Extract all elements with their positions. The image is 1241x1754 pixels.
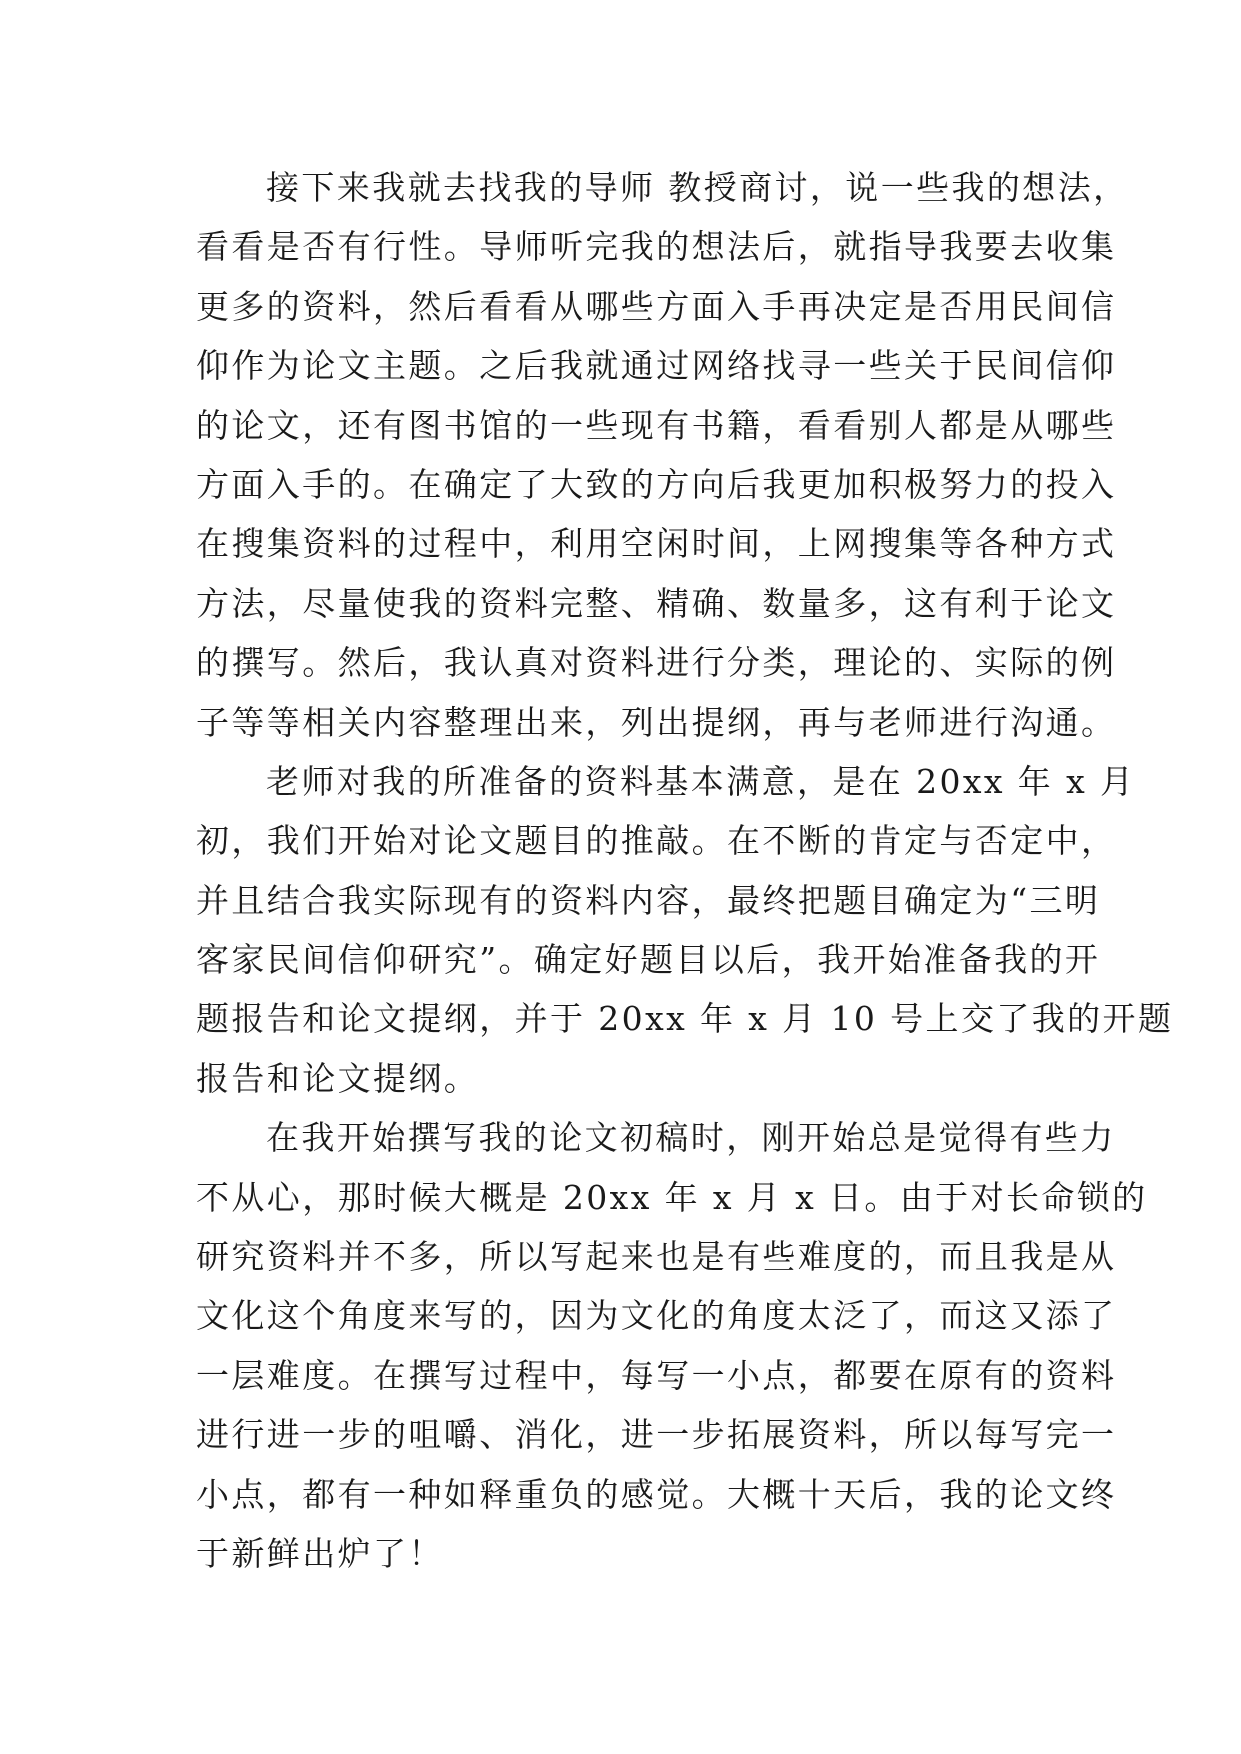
paragraph-2-line-2: 初，我们开始对论文题目的推敲。在不断的肯定与否定中，	[196, 821, 1117, 861]
paragraph-1-line-3: 更多的资料，然后看看从哪些方面入手再决定是否用民间信	[196, 286, 1117, 326]
paragraph-2-line-6: 报告和论文提纲。	[196, 1058, 480, 1098]
paragraph-3-line-7: 小点，都有一种如释重负的感觉。大概十天后，我的论文终	[196, 1474, 1117, 1514]
paragraph-2-line-3: 并且结合我实际现有的资料内容，最终把题目确定为“三明	[196, 880, 1101, 920]
paragraph-1-line-10: 子等等相关内容整理出来，列出提纲，再与老师进行沟通。	[196, 702, 1117, 742]
paragraph-3-line-6: 进行进一步的咀嚼、消化，进一步拓展资料，所以每写完一	[196, 1415, 1117, 1455]
paragraph-2-line-4: 客家民间信仰研究”。确定好题目以后，我开始准备我的开	[196, 940, 1101, 980]
paragraph-1-line-4: 仰作为论文主题。之后我就通过网络找寻一些关于民间信仰	[196, 346, 1117, 386]
paragraph-2-line-1: 老师对我的所准备的资料基本满意，是在 20xx 年 x 月	[266, 761, 1136, 801]
paragraph-3-line-3: 研究资料并不多，所以写起来也是有些难度的，而且我是从	[196, 1237, 1117, 1277]
paragraph-1-line-8: 方法，尽量使我的资料完整、精确、数量多，这有利于论文	[196, 583, 1117, 623]
paragraph-1-line-5: 的论文，还有图书馆的一些现有书籍，看看别人都是从哪些	[196, 405, 1117, 445]
paragraph-3-line-4: 文化这个角度来写的，因为文化的角度太泛了，而这又添了	[196, 1296, 1117, 1336]
paragraph-1-line-9: 的撰写。然后，我认真对资料进行分类，理论的、实际的例	[196, 643, 1117, 683]
document-body	[196, 158, 1174, 1583]
paragraph-1-line-1: 接下来我就去找我的导师 教授商讨，说一些我的想法，	[266, 168, 1129, 207]
paragraph-3-line-1: 在我开始撰写我的论文初稿时，刚开始总是觉得有些力	[266, 1118, 1116, 1158]
paragraph-3-line-5: 一层难度。在撰写过程中，每写一小点，都要在原有的资料	[196, 1355, 1117, 1395]
paragraph-1-line-6: 方面入手的。在确定了大致的方向后我更加积极努力的投入	[196, 464, 1117, 504]
paragraph-1-line-2: 看看是否有行性。导师听完我的想法后，就指导我要去收集	[196, 227, 1117, 267]
paragraph-2-line-5: 题报告和论文提纲，并于 20xx 年 x 月 10 号上交了我的开题	[196, 999, 1174, 1039]
paragraph-3-line-2: 不从心，那时候大概是 20xx 年 x 月 x 日。由于对长命锁的	[196, 1177, 1148, 1217]
paragraph-3-line-8: 于新鲜出炉了！	[196, 1533, 444, 1573]
paragraph-1-line-7: 在搜集资料的过程中，利用空闲时间，上网搜集等各种方式	[196, 524, 1117, 564]
